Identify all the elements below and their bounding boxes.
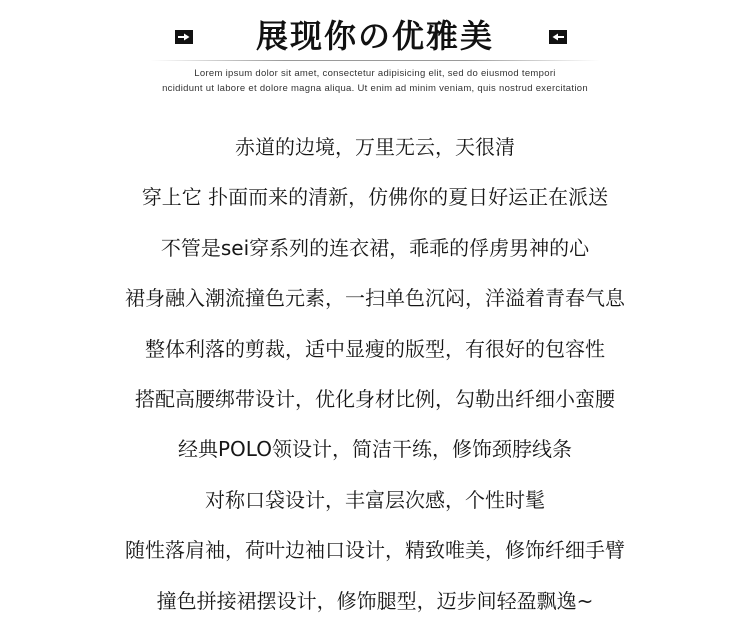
description-line: 整体利落的剪裁，适中显瘦的版型，有很好的包容性 <box>145 336 605 361</box>
description-line: 不管是sei穿系列的连衣裙，乖乖的俘虏男神的心 <box>160 235 590 260</box>
description-line: 裙身融入潮流撞色元素，一扫单色沉闷，洋溢着青春气息 <box>125 286 625 311</box>
subtitle-line-2: ncididunt ut labore et dolore magna aliqua. Ut enim ad minim veniam, quis nostrud exercitation <box>162 83 588 94</box>
page-title: 展现你の优雅美 <box>255 17 494 55</box>
description-line: 赤道的边境，万里无云，天很清 <box>235 135 515 159</box>
description-line: 撞色拼接裙摆设计，修饰腿型，迈步间轻盈飘逸~ <box>156 588 594 613</box>
description-line: 搭配高腰绑带设计，优化身材比例，勾勒出纤细小蛮腰 <box>135 386 615 411</box>
header-section <box>0 0 750 100</box>
description-line: 随性落肩袖，荷叶边袖口设计，精致唯美，修饰纤细手臂 <box>125 538 625 563</box>
arrow-left-icon <box>549 30 567 44</box>
description-line: 穿上它 扑面而来的清新，仿佛你的夏日好运正在派送 <box>141 185 609 210</box>
description-text-block <box>0 127 750 631</box>
title-divider <box>150 60 600 61</box>
subtitle-line-1: Lorem ipsum dolor sit amet, consectetur adipisicing elit, sed do eiusmod tempori <box>194 68 556 79</box>
description-line: 对称口袋设计，丰富层次感，个性时髦 <box>205 487 545 512</box>
description-line: 经典POLO领设计，简洁干练，修饰颈脖线条 <box>178 437 572 462</box>
